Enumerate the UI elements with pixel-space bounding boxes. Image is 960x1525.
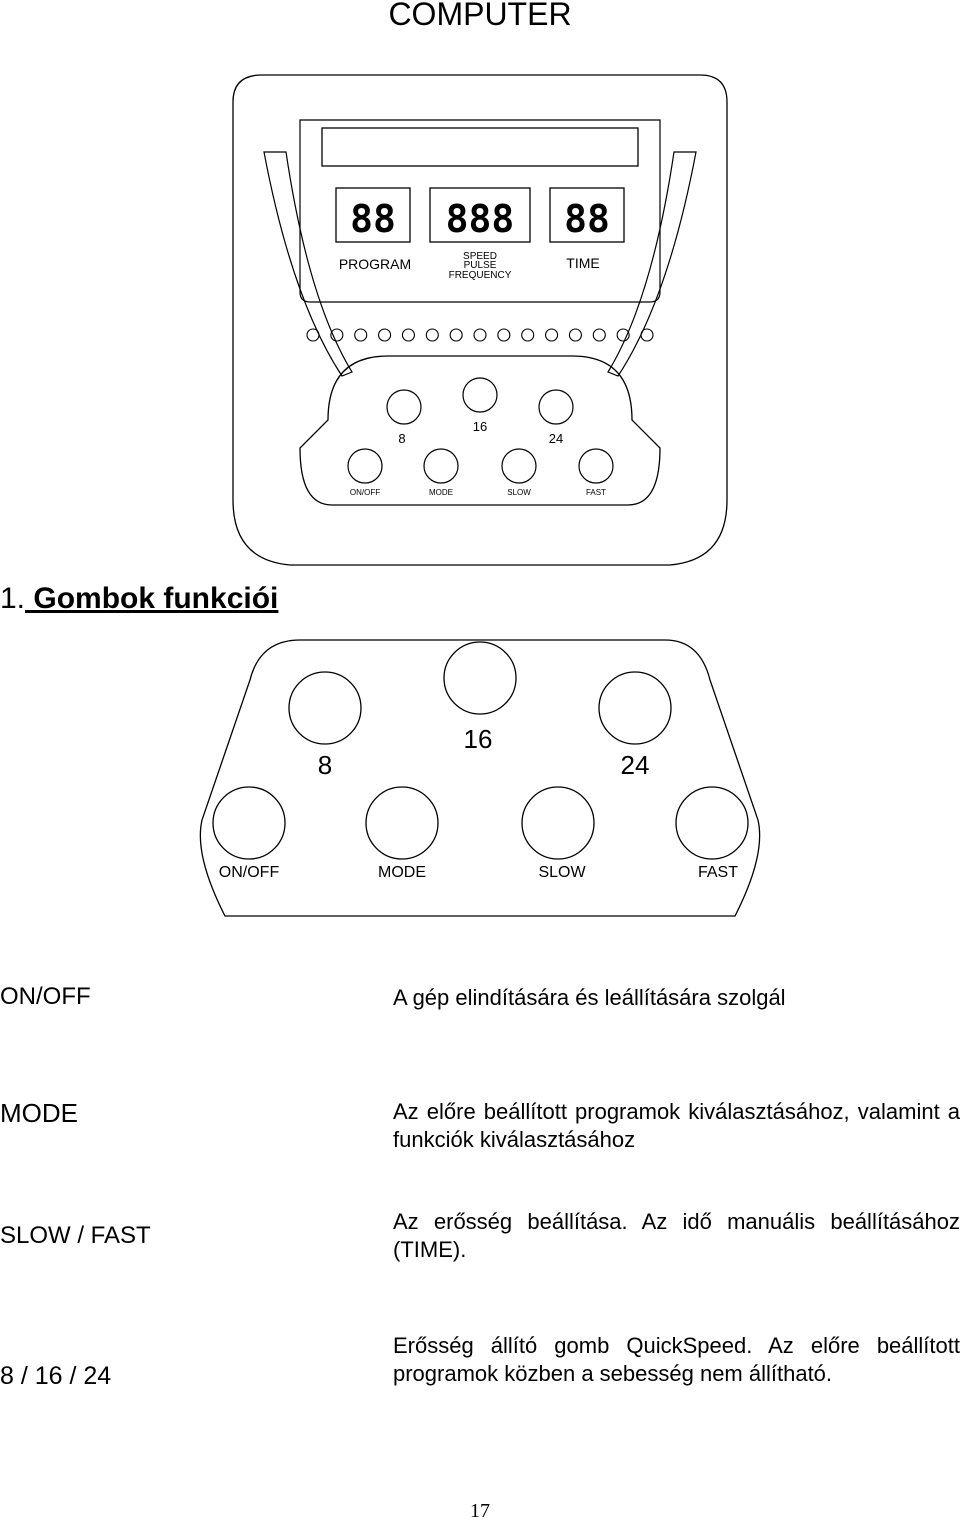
desc-mode: Az előre beállított programok kiválasztásához, valamint a funkciók kiválasztásához xyxy=(393,1099,960,1152)
console-button-8[interactable] xyxy=(387,390,421,424)
term-quickspeed: 8 / 16 / 24 xyxy=(0,1362,112,1390)
indicator-led xyxy=(426,329,438,341)
page-title: COMPUTER xyxy=(388,0,572,32)
console-label-24: 24 xyxy=(548,431,564,446)
indicator-led xyxy=(402,329,414,341)
speed-label: SPEED xyxy=(463,251,497,262)
indicator-leds xyxy=(307,329,653,341)
button-onoff[interactable] xyxy=(213,787,285,859)
desc-quickspeed: Erősség állító gomb QuickSpeed. Az előre beállított programok közben a sebesség nem állítható. xyxy=(393,1333,960,1386)
indicator-led xyxy=(474,329,486,341)
section-heading xyxy=(0,582,278,616)
time-digits: 88 xyxy=(564,197,610,241)
indicator-led xyxy=(522,329,534,341)
indicator-led xyxy=(498,329,510,341)
indicator-led xyxy=(355,329,367,341)
term-mode: MODE xyxy=(0,1098,78,1128)
console-button-24[interactable] xyxy=(539,390,573,424)
term-slow-fast: SLOW / FAST xyxy=(0,1222,151,1249)
button-fast[interactable] xyxy=(676,787,748,859)
console-label-slow: SLOW xyxy=(507,488,531,497)
label-24: 24 xyxy=(620,750,650,780)
console-label-8: 8 xyxy=(398,431,406,446)
label-fast: FAST xyxy=(697,864,739,881)
term-onoff: ON/OFF xyxy=(0,983,91,1010)
section-title: Gombok funkciói xyxy=(25,582,279,615)
indicator-led xyxy=(307,329,319,341)
speed-digits: 888 xyxy=(445,197,515,241)
indicator-led xyxy=(379,329,391,341)
label-8: 8 xyxy=(317,750,333,780)
console-label-onoff: ON/OFF xyxy=(349,488,381,497)
indicator-led xyxy=(593,329,605,341)
section-number: 1. xyxy=(0,582,26,615)
button-16[interactable] xyxy=(444,642,516,714)
console-button-slow[interactable] xyxy=(502,449,536,483)
console-label-mode: MODE xyxy=(429,488,453,497)
right-groove xyxy=(608,152,696,376)
indicator-led xyxy=(546,329,558,341)
console-label-16: 16 xyxy=(472,419,488,434)
console-diagram xyxy=(0,0,960,580)
indicator-led xyxy=(569,329,581,341)
console-button-16[interactable] xyxy=(463,378,497,412)
label-mode: MODE xyxy=(378,864,426,881)
frequency-label: FREQUENCY xyxy=(448,270,512,281)
console-label-fast: FAST xyxy=(585,488,607,497)
desc-slow-fast: Az erősség beállítása. Az idő manuális beállításához (TIME). xyxy=(393,1209,960,1262)
button-8[interactable] xyxy=(289,672,361,744)
program-digits: 88 xyxy=(350,197,396,241)
message-window xyxy=(322,128,638,166)
console-button-mode[interactable] xyxy=(424,449,458,483)
button-24[interactable] xyxy=(599,672,671,744)
program-label: PROGRAM xyxy=(338,256,412,272)
indicator-led xyxy=(641,329,653,341)
keypad-diagram xyxy=(0,630,960,930)
console-button-fast[interactable] xyxy=(579,449,613,483)
indicator-led xyxy=(450,329,462,341)
keypad-outline xyxy=(200,640,759,916)
label-slow: SLOW xyxy=(538,864,586,881)
time-label: TIME xyxy=(566,255,600,271)
page-number: 17 xyxy=(470,1500,490,1522)
label-onoff: ON/OFF xyxy=(218,864,280,881)
button-mode[interactable] xyxy=(366,787,438,859)
console-button-onoff[interactable] xyxy=(348,449,382,483)
button-slow[interactable] xyxy=(522,787,594,859)
pulse-label: PULSE xyxy=(463,260,497,271)
label-16: 16 xyxy=(463,724,493,754)
desc-onoff: A gép elindítására és leállítására szolgál xyxy=(393,985,786,1010)
console-outline xyxy=(233,75,727,565)
